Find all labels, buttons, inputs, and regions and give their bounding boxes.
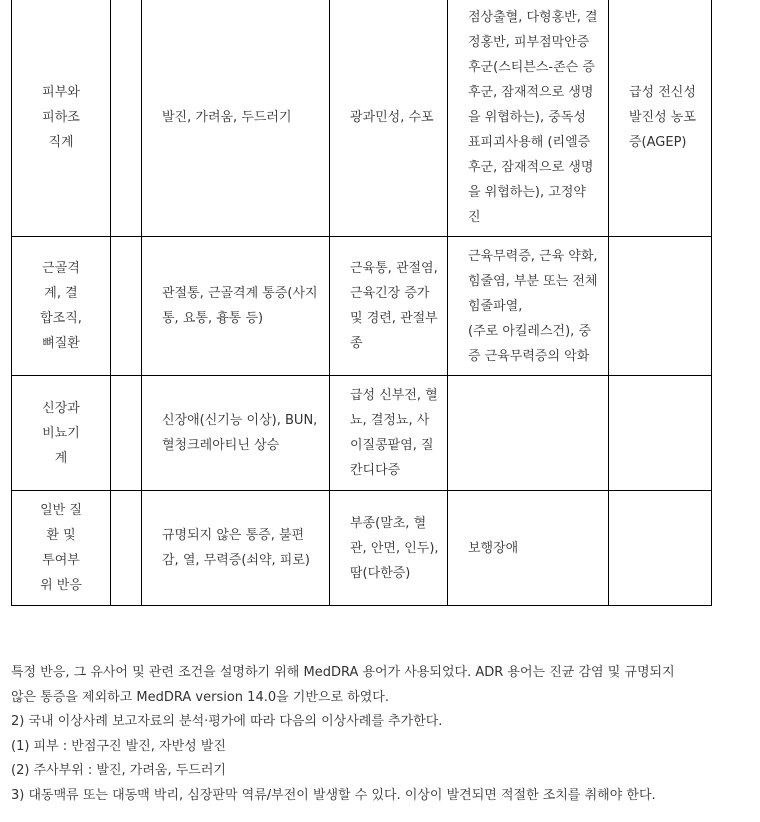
table-cell: 부종(말초, 혈 관, 안면, 인두), 땀(다한증) bbox=[330, 491, 448, 606]
footnote-line: 2) 국내 이상사례 보고자료의 분석·평가에 따라 다음의 이상사례를 추가한다. bbox=[11, 714, 443, 729]
footnote-line: (1) 피부 : 반점구진 발진, 자반성 발진 bbox=[11, 738, 226, 754]
table-cell bbox=[111, 376, 142, 491]
organ-system-cell: 신장과 비뇨기 계 bbox=[12, 376, 111, 491]
table-row bbox=[12, 376, 712, 491]
table-cell: 급성 신부전, 혈 뇨, 결정뇨, 사 이질콩팥염, 질 칸디다증 bbox=[330, 376, 448, 491]
footnote-line: 않은 통증을 제외하고 MedDRA version 14.0을 기반으로 하였다. bbox=[11, 689, 389, 705]
footnote-line: 특정 반응, 그 유사어 및 관련 조건을 설명하기 위해 MedDRA 용어가 사용되었다. ADR 용어는 진균 감염 및 규명되지 bbox=[11, 665, 675, 680]
table-row bbox=[12, 491, 712, 606]
table-row bbox=[12, 0, 712, 237]
organ-system-cell: 피부와 피하조 직계 bbox=[12, 0, 111, 237]
footnote-line: 3) 대동맥류 또는 대동맥 박리, 심장판막 역류/부전이 발생할 수 있다. 이상이 발견되면 적절한 조치를 취해야 한다. bbox=[11, 787, 656, 803]
table-cell: 근육무력증, 근육 약화, 힘줄염, 부분 또는 전체 힘줄파열, (주로 아킬레스건), 중 증 근육무력증의 악화 bbox=[448, 237, 609, 376]
table-cell bbox=[111, 237, 142, 376]
table-cell: 규명되지 않은 통증, 불편 감, 열, 무력증(쇠약, 피로) bbox=[142, 491, 330, 606]
table-cell bbox=[111, 0, 142, 237]
footnote-line: (2) 주사부위 : 발진, 가려움, 두드러기 bbox=[11, 763, 226, 778]
table-cell: 관절통, 근골격계 통증(사지 통, 요통, 흉통 등) bbox=[142, 237, 330, 376]
organ-system-cell: 일반 질 환 및 투여부 위 반응 bbox=[12, 491, 111, 606]
table-cell: 보행장애 bbox=[448, 491, 609, 606]
table-cell bbox=[609, 376, 712, 491]
table-cell: 점상출혈, 다형홍반, 결 정홍반, 피부점막안증 후군(스티븐스-존슨 증 후군, 잠재적으로 생명 을 위협하는), 중독성 표피괴사용해 (리엘증 후군, 잠재적으로 생명 을 위협하는), 고정약 진 bbox=[448, 0, 609, 237]
table-cell: 광과민성, 수포 bbox=[330, 0, 448, 237]
organ-system-cell: 근골격 계, 결 합조직, 뼈질환 bbox=[12, 237, 111, 376]
table-cell bbox=[609, 237, 712, 376]
table-cell bbox=[609, 491, 712, 606]
table-row bbox=[12, 237, 712, 376]
footnotes bbox=[11, 661, 746, 808]
table-cell: 급성 전신성 발진성 농포 증(AGEP) bbox=[609, 0, 712, 237]
table-cell bbox=[448, 376, 609, 491]
adverse-events-table bbox=[11, 0, 712, 606]
table-cell: 신장애(신기능 이상), BUN, 혈청크레아티닌 상승 bbox=[142, 376, 330, 491]
table-cell bbox=[111, 491, 142, 606]
table-cell: 근육통, 관절염, 근육긴장 증가 및 경련, 관절부 종 bbox=[330, 237, 448, 376]
table-cell: 발진, 가려움, 두드러기 bbox=[142, 0, 330, 237]
